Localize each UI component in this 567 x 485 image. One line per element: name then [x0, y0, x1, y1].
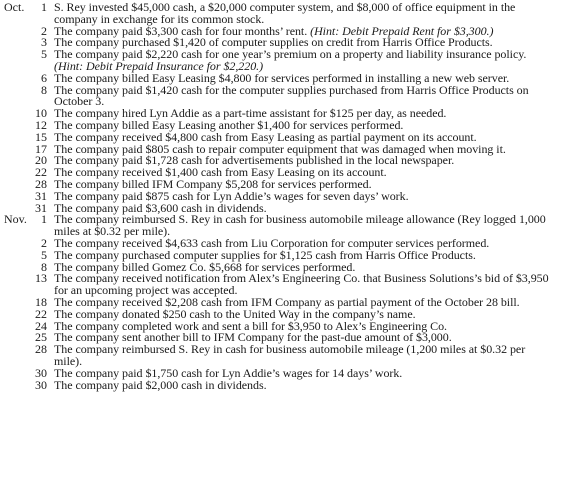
entry-text	[54, 377, 567, 392]
entry-description: The company received $2,208 cash from IFM Company as partial payment of the October 28 bill.	[54, 294, 520, 309]
entry-description: The company billed Easy Leasing $4,800 for services performed in installing a new web server.	[54, 70, 510, 85]
entry-day: 3	[41, 35, 47, 50]
entry-day: 17	[35, 141, 47, 156]
entry-description: The company paid $1,728 cash for advertisements published in the local newspaper.	[54, 153, 455, 168]
entry-text	[54, 214, 567, 238]
entry-description: The company received $4,800 cash from Easy Leasing as partial payment on its account.	[54, 129, 477, 144]
entry-description: S. Rey invested $45,000 cash, a $20,000 computer system, and $8,000 of office equipment in the company in exchange for its common stock.	[54, 0, 516, 26]
entry-day: 2	[41, 23, 47, 38]
entry-text	[54, 273, 567, 297]
entry-hint: (Hint: Debit Prepaid Rent for $3,300.)	[310, 23, 494, 38]
entry-day: 5	[41, 47, 47, 62]
entry-day: 22	[35, 165, 47, 180]
entry-text	[54, 344, 567, 368]
entry-text	[54, 49, 567, 73]
transaction-entry	[0, 377, 567, 392]
entry-description: The company hired Lyn Addie as a part-time assistant for $125 per day, as needed.	[54, 106, 447, 121]
entry-day: 1	[41, 0, 47, 14]
entry-day: 5	[41, 247, 47, 262]
entry-day: 10	[35, 106, 47, 121]
entry-description: The company paid $2,000 cash in dividends.	[54, 377, 267, 392]
transaction-entry	[0, 82, 567, 109]
entry-month: Nov.	[4, 212, 27, 227]
entry-description: The company reimbursed S. Rey in cash for business automobile mileage (1,200 miles at $0.32 per mile).	[54, 342, 526, 368]
entry-day: 31	[35, 200, 47, 215]
entry-day: 31	[35, 188, 47, 203]
entry-day: 28	[35, 342, 47, 357]
transaction-entry	[0, 2, 567, 26]
entry-description: The company completed work and sent a bill for $3,950 to Alex’s Engineering Co.	[54, 318, 447, 333]
entry-day: 28	[35, 176, 47, 191]
entry-day: 6	[41, 70, 47, 85]
entry-description: The company purchased computer supplies for $1,125 cash from Harris Office Products.	[54, 247, 476, 262]
entry-day: 22	[35, 306, 47, 321]
entry-hint: (Hint: Debit Prepaid Insurance for $2,220.)	[54, 58, 264, 73]
entry-description: The company paid $3,300 cash for four months’ rent.	[54, 23, 308, 38]
entry-description: The company paid $3,600 cash in dividends.	[54, 200, 267, 215]
transaction-list	[0, 2, 567, 391]
entry-day: 20	[35, 153, 47, 168]
transaction-entry	[0, 49, 567, 73]
entry-day: 15	[35, 129, 47, 144]
entry-description: The company received notification from Alex’s Engineering Co. that Business Solutions’s bid of $3,950 for an upcoming project was accepted.	[54, 271, 549, 298]
transaction-entry	[0, 214, 567, 238]
entry-description: The company received $4,633 cash from Liu Corporation for computer services performed.	[54, 235, 490, 250]
transaction-entry	[0, 273, 567, 297]
entry-description: The company reimbursed S. Rey in cash for business automobile mileage allowance (Rey logged 1,000 miles at $0.32 per mile).	[54, 212, 546, 239]
entry-text	[54, 82, 567, 109]
entry-day: 1	[41, 212, 47, 227]
entry-description: The company paid $1,750 cash for Lyn Addie’s wages for 14 days’ work.	[54, 365, 403, 380]
entry-description: The company sent another bill to IFM Company for the past-due amount of $3,000.	[54, 330, 452, 345]
entry-description: The company paid $875 cash for Lyn Addie’s wages for seven days’ work.	[54, 188, 409, 203]
entry-day: 8	[41, 259, 47, 274]
entry-description: The company billed IFM Company $5,208 for services performed.	[54, 176, 372, 191]
entry-text	[54, 2, 567, 26]
entry-day: 25	[35, 330, 47, 345]
entry-day: 2	[41, 235, 47, 250]
entry-day: 18	[35, 294, 47, 309]
entry-description: The company received $1,400 cash from Easy Leasing on its account.	[54, 165, 387, 180]
entry-day: 8	[41, 82, 47, 97]
entry-day: 13	[35, 271, 47, 286]
entry-description: The company purchased $1,420 of computer supplies on credit from Harris Office Products.	[54, 35, 493, 50]
entry-description: The company paid $805 cash to repair computer equipment that was damaged when moving it.	[54, 141, 506, 156]
entry-month: Oct.	[4, 0, 25, 14]
entry-day: 30	[35, 365, 47, 380]
entry-description: The company donated $250 cash to the United Way in the company’s name.	[54, 306, 416, 321]
entry-day: 24	[35, 318, 47, 333]
entry-description: The company paid $2,220 cash for one year’s premium on a property and liability insurance policy.	[54, 47, 527, 62]
entry-day: 30	[35, 377, 47, 392]
entry-description: The company paid $1,420 cash for the computer supplies purchased from Harris Office Products on October 3.	[54, 82, 529, 109]
transaction-entry	[0, 344, 567, 368]
entry-description: The company billed Easy Leasing another $1,400 for services performed.	[54, 117, 404, 132]
entry-day: 12	[35, 117, 47, 132]
entry-description: The company billed Gomez Co. $5,668 for services performed.	[54, 259, 356, 274]
